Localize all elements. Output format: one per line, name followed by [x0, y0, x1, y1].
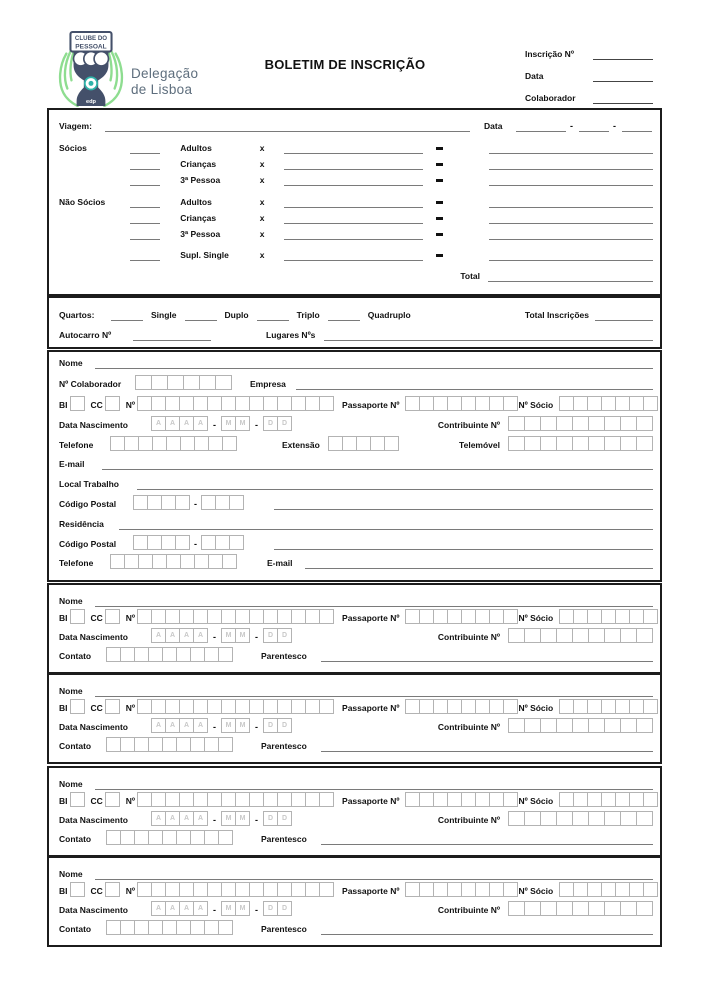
- email-label: E-mail: [267, 558, 293, 568]
- local-trabalho-label: Local Trabalho: [59, 479, 119, 489]
- price-line[interactable]: [284, 249, 424, 261]
- cell-strip-passaporte[interactable]: [405, 882, 518, 897]
- contato-label: Contato: [59, 834, 92, 844]
- tariff-label: 3ª Pessoa: [180, 229, 221, 239]
- room-count-line[interactable]: [328, 309, 360, 321]
- date-dash: -: [255, 632, 258, 642]
- room-type-label: Duplo: [224, 310, 249, 320]
- count-line[interactable]: [130, 174, 160, 186]
- page-title: BOLETIM DE INSCRIÇÃO: [264, 57, 426, 72]
- cell-strip-telemovel[interactable]: [508, 436, 653, 451]
- multiply-sign: x: [259, 159, 265, 169]
- trip-date-line-3[interactable]: [622, 120, 652, 132]
- cell-strip-socio[interactable]: [559, 882, 658, 897]
- residencia-label: Residência: [59, 519, 104, 529]
- tariff-label: Adultos: [180, 197, 212, 207]
- companion-box: [47, 766, 662, 857]
- club-logo: [53, 31, 129, 107]
- parentesco-line[interactable]: [321, 650, 653, 662]
- cell-strip-mes[interactable]: M M: [221, 811, 250, 826]
- telefone-label: Telefone: [59, 558, 94, 568]
- date-dash: -: [213, 905, 216, 915]
- cc-label: CC: [90, 400, 103, 410]
- tariff-label: Crianças: [180, 159, 217, 169]
- cell-strip-contribuinte[interactable]: [508, 628, 653, 643]
- socio-label: Nº Sócio: [518, 400, 554, 410]
- tariff-label: Supl. Single: [180, 250, 229, 260]
- numero-label: Nº: [125, 703, 136, 713]
- equals-mark: [436, 179, 443, 182]
- autocarro-line[interactable]: [133, 329, 211, 341]
- parentesco-line[interactable]: [321, 833, 653, 845]
- quartos-label: Quartos:: [59, 310, 95, 320]
- parentesco-label: Parentesco: [261, 651, 307, 661]
- date-dash: -: [613, 121, 616, 131]
- bi-label: BI: [59, 703, 68, 713]
- amount-line[interactable]: [489, 196, 653, 208]
- cell-strip-mes[interactable]: M M: [221, 628, 250, 643]
- socio-label: Nº Sócio: [518, 886, 554, 896]
- socio-label: Nº Sócio: [518, 613, 554, 623]
- cell-strip-ano[interactable]: A A A A: [151, 901, 208, 916]
- tariff-label: 3ª Pessoa: [180, 175, 221, 185]
- codigo-postal-label: Código Postal: [59, 499, 117, 509]
- autocarro-label: Autocarro Nº: [59, 330, 112, 340]
- email-line[interactable]: [102, 458, 653, 470]
- cc-label: CC: [90, 886, 103, 896]
- nome-line[interactable]: [95, 778, 653, 790]
- date-dash: -: [213, 815, 216, 825]
- room-count-line[interactable]: [111, 309, 143, 321]
- group-label: [59, 260, 122, 261]
- cell-strip-contribuinte[interactable]: [508, 718, 653, 733]
- parentesco-line[interactable]: [321, 923, 653, 935]
- cell-strip-passaporte[interactable]: [405, 609, 518, 624]
- header-colaborador-line[interactable]: [593, 92, 653, 104]
- delegation-text: [131, 66, 198, 98]
- cc-label: CC: [90, 703, 103, 713]
- bi-label: BI: [59, 613, 68, 623]
- price-line[interactable]: [284, 196, 424, 208]
- cell-strip-passaporte[interactable]: [405, 792, 518, 807]
- cell-strip-socio[interactable]: [559, 699, 658, 714]
- cell-strip-passaporte[interactable]: [405, 699, 518, 714]
- lugares-line[interactable]: [324, 329, 653, 341]
- contato-label: Contato: [59, 924, 92, 934]
- trip-date-line-1[interactable]: [516, 120, 566, 132]
- cell-strip-bi[interactable]: [70, 792, 85, 807]
- trip-box: [47, 108, 662, 296]
- cell-strip-documento[interactable]: [137, 609, 334, 624]
- contribuinte-label: Contribuinte Nº: [437, 815, 500, 825]
- header-colaborador-label: Colaborador: [525, 93, 576, 103]
- total-inscricoes-line[interactable]: [595, 309, 653, 321]
- nome-label: Nome: [59, 596, 83, 606]
- multiply-sign: x: [259, 175, 265, 185]
- contato-label: Contato: [59, 741, 92, 751]
- nome-line[interactable]: [95, 685, 653, 697]
- cell-strip-mes[interactable]: M M: [221, 901, 250, 916]
- equals-mark: [436, 147, 443, 150]
- localidade-line[interactable]: [274, 538, 653, 550]
- group-label: [59, 223, 122, 224]
- empresa-label: Empresa: [250, 379, 286, 389]
- cell-strip-bi[interactable]: [70, 396, 85, 411]
- cc-label: CC: [90, 796, 103, 806]
- companion-box: [47, 856, 662, 947]
- cell-strip-bi[interactable]: [70, 882, 85, 897]
- group-label: [59, 185, 122, 186]
- telefone-label: Telefone: [59, 440, 94, 450]
- cell-strip-contribuinte[interactable]: [508, 416, 653, 431]
- group-label: Sócios: [59, 143, 87, 153]
- codigo-postal-label: Código Postal: [59, 539, 117, 549]
- logo-club-line2: PESSOAL: [75, 43, 107, 51]
- cell-strip-cc[interactable]: [105, 396, 120, 411]
- cell-strip-dia[interactable]: D D: [263, 811, 292, 826]
- room-type-label: Quadruplo: [367, 310, 411, 320]
- group-label: [59, 169, 122, 170]
- count-line[interactable]: [130, 196, 160, 208]
- parentesco-label: Parentesco: [261, 924, 307, 934]
- bi-label: BI: [59, 796, 68, 806]
- cell-strip-contato[interactable]: [106, 737, 233, 752]
- date-dash: -: [255, 815, 258, 825]
- cell-strip-extensao[interactable]: [328, 436, 399, 451]
- date-dash: -: [213, 722, 216, 732]
- equals-mark: [436, 233, 443, 236]
- bi-label: BI: [59, 886, 68, 896]
- count-line[interactable]: [130, 158, 160, 170]
- cell-strip-contribuinte[interactable]: [508, 811, 653, 826]
- tariff-label: Adultos: [180, 143, 212, 153]
- lugares-label: Lugares Nºs: [266, 330, 316, 340]
- delegation-line1: Delegação: [131, 66, 199, 81]
- trip-date-line-2[interactable]: [579, 120, 609, 132]
- price-line[interactable]: [284, 142, 424, 154]
- date-dash: -: [255, 905, 258, 915]
- contribuinte-label: Contribuinte Nº: [437, 420, 500, 430]
- cell-strip-ano[interactable]: A A A A: [151, 718, 208, 733]
- inscricao-line[interactable]: [593, 48, 653, 60]
- price-line[interactable]: [284, 158, 424, 170]
- parentesco-label: Parentesco: [261, 741, 307, 751]
- cell-strip-socio[interactable]: [559, 792, 658, 807]
- multiply-sign: x: [259, 197, 265, 207]
- email-line[interactable]: [305, 557, 653, 569]
- empresa-line[interactable]: [296, 378, 653, 390]
- header-data-label: Data: [525, 71, 544, 81]
- cell-strip-documento[interactable]: [137, 396, 334, 411]
- amount-line[interactable]: [489, 142, 653, 154]
- count-line[interactable]: [130, 249, 160, 261]
- header-data-line[interactable]: [593, 70, 653, 82]
- cell-strip-documento[interactable]: [137, 792, 334, 807]
- cell-strip-bi[interactable]: [70, 609, 85, 624]
- numero-label: Nº: [125, 400, 136, 410]
- cell-strip-mes[interactable]: M M: [221, 416, 250, 431]
- cell-strip-cc[interactable]: [105, 792, 120, 807]
- cell-strip-contato[interactable]: [106, 920, 233, 935]
- colaborador-label: Nº Colaborador: [59, 379, 122, 389]
- count-line[interactable]: [130, 142, 160, 154]
- equals-mark: [436, 201, 443, 204]
- contato-label: Contato: [59, 651, 92, 661]
- total-label: Total: [460, 271, 480, 281]
- cell-strip-contato[interactable]: [106, 830, 233, 845]
- edp-label: edp: [85, 98, 97, 105]
- nome-label: Nome: [59, 779, 83, 789]
- cell-strip-colaborador[interactable]: [135, 375, 232, 390]
- group-label: [59, 239, 122, 240]
- companion-box: [47, 583, 662, 674]
- nascimento-label: Data Nascimento: [59, 722, 128, 732]
- cell-strip-ano[interactable]: A A A A: [151, 628, 208, 643]
- cell-strip-cp2[interactable]: [201, 535, 244, 550]
- cell-strip-cc[interactable]: [105, 882, 120, 897]
- contribuinte-label: Contribuinte Nº: [437, 905, 500, 915]
- trip-data-label: Data: [484, 121, 503, 131]
- cell-strip-mes[interactable]: M M: [221, 718, 250, 733]
- passaporte-label: Passaporte Nº: [342, 703, 400, 713]
- multiply-sign: x: [259, 143, 265, 153]
- cell-strip-dia[interactable]: D D: [263, 901, 292, 916]
- nome-line[interactable]: [95, 357, 653, 369]
- viagem-label: Viagem:: [59, 121, 92, 131]
- three-rings-icon: [74, 52, 109, 66]
- amount-line[interactable]: [489, 249, 653, 261]
- cell-strip-ano[interactable]: A A A A: [151, 416, 208, 431]
- contribuinte-label: Contribuinte Nº: [437, 722, 500, 732]
- multiply-sign: x: [259, 229, 265, 239]
- parentesco-line[interactable]: [321, 740, 653, 752]
- socio-label: Nº Sócio: [518, 796, 554, 806]
- numero-label: Nº: [125, 613, 136, 623]
- cell-strip-ano[interactable]: A A A A: [151, 811, 208, 826]
- passaporte-label: Passaporte Nº: [342, 886, 400, 896]
- delegation-line2: de Lisboa: [131, 82, 193, 97]
- socio-label: Nº Sócio: [518, 703, 554, 713]
- cell-strip-cp2[interactable]: [201, 495, 244, 510]
- date-dash: -: [255, 420, 258, 430]
- teal-emblem-dot: [89, 81, 94, 86]
- cell-strip-documento[interactable]: [137, 699, 334, 714]
- nascimento-label: Data Nascimento: [59, 420, 128, 430]
- room-type-label: Single: [151, 310, 177, 320]
- rooms-box: [47, 296, 662, 349]
- cell-strip-contribuinte[interactable]: [508, 901, 653, 916]
- count-line[interactable]: [130, 228, 160, 240]
- member-box: [47, 350, 662, 582]
- cell-strip-documento[interactable]: [137, 882, 334, 897]
- cp-dash: -: [194, 499, 197, 509]
- bi-label: BI: [59, 400, 68, 410]
- nome-line[interactable]: [95, 868, 653, 880]
- extensao-label: Extensão: [282, 440, 320, 450]
- numero-label: Nº: [125, 796, 136, 806]
- cell-strip-cp1[interactable]: [133, 495, 190, 510]
- companion-box: [47, 673, 662, 764]
- room-count-line[interactable]: [257, 309, 289, 321]
- contribuinte-label: Contribuinte Nº: [437, 632, 500, 642]
- passaporte-label: Passaporte Nº: [342, 400, 400, 410]
- multiply-sign: x: [259, 213, 265, 223]
- amount-line[interactable]: [489, 158, 653, 170]
- multiply-sign: x: [259, 250, 265, 260]
- cell-strip-contato[interactable]: [106, 647, 233, 662]
- inscricao-label: Inscrição Nº: [525, 49, 574, 59]
- localidade-line[interactable]: [274, 498, 653, 510]
- cc-label: CC: [90, 613, 103, 623]
- tariff-label: Crianças: [180, 213, 217, 223]
- passaporte-label: Passaporte Nº: [342, 613, 400, 623]
- date-dash: -: [255, 722, 258, 732]
- cell-strip-telefone[interactable]: [110, 554, 237, 569]
- cell-strip-cc[interactable]: [105, 609, 120, 624]
- passaporte-label: Passaporte Nº: [342, 796, 400, 806]
- date-dash: -: [213, 632, 216, 642]
- cell-strip-dia[interactable]: D D: [263, 628, 292, 643]
- nome-label: Nome: [59, 686, 83, 696]
- count-line[interactable]: [130, 212, 160, 224]
- parentesco-label: Parentesco: [261, 834, 307, 844]
- cell-strip-dia[interactable]: D D: [263, 718, 292, 733]
- cell-strip-passaporte[interactable]: [405, 396, 518, 411]
- room-type-label: Triplo: [296, 310, 320, 320]
- amount-line[interactable]: [489, 212, 653, 224]
- cell-strip-socio[interactable]: [559, 609, 658, 624]
- cell-strip-cp1[interactable]: [133, 535, 190, 550]
- total-line[interactable]: [488, 270, 653, 282]
- cell-strip-dia[interactable]: D D: [263, 416, 292, 431]
- equals-mark: [436, 163, 443, 166]
- total-inscricoes-label: Total Inscrições: [524, 310, 589, 320]
- equals-mark: [436, 254, 443, 257]
- nascimento-label: Data Nascimento: [59, 632, 128, 642]
- email-label: E-mail: [59, 459, 85, 469]
- nascimento-label: Data Nascimento: [59, 815, 128, 825]
- header-admin-fields: [525, 38, 653, 104]
- cell-strip-bi[interactable]: [70, 699, 85, 714]
- date-dash: -: [570, 121, 573, 131]
- price-line[interactable]: [284, 212, 424, 224]
- nome-line[interactable]: [95, 595, 653, 607]
- amount-line[interactable]: [489, 174, 653, 186]
- room-count-line[interactable]: [185, 309, 217, 321]
- cell-strip-cc[interactable]: [105, 699, 120, 714]
- telemovel-label: Telemóvel: [459, 440, 500, 450]
- nome-label: Nome: [59, 869, 83, 879]
- price-line[interactable]: [284, 174, 424, 186]
- nome-label: Nome: [59, 358, 83, 368]
- numero-label: Nº: [125, 886, 136, 896]
- nascimento-label: Data Nascimento: [59, 905, 128, 915]
- group-label: Não Sócios: [59, 197, 106, 207]
- price-line[interactable]: [284, 228, 424, 240]
- residencia-line[interactable]: [119, 518, 653, 530]
- cell-strip-telefone[interactable]: [110, 436, 237, 451]
- equals-mark: [436, 217, 443, 220]
- viagem-line[interactable]: [105, 120, 470, 132]
- date-dash: -: [213, 420, 216, 430]
- cp-dash: -: [194, 539, 197, 549]
- cell-strip-socio[interactable]: [559, 396, 658, 411]
- local-trabalho-line[interactable]: [137, 478, 653, 490]
- logo-club-line1: CLUBE DO: [74, 35, 108, 43]
- amount-line[interactable]: [489, 228, 653, 240]
